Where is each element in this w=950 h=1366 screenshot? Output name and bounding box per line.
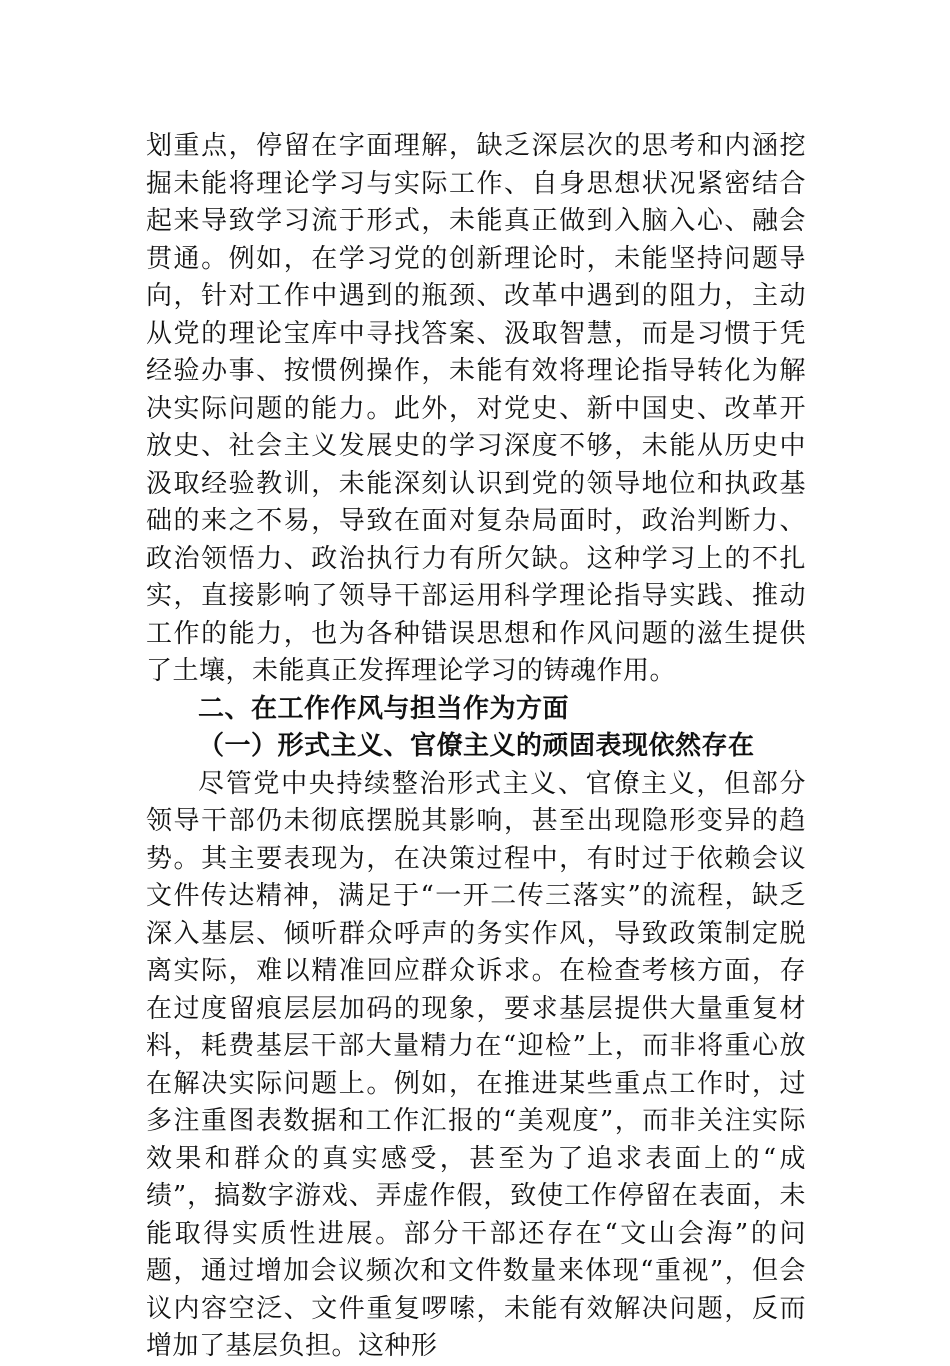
section-heading: 二、在工作作风与担当作为方面 bbox=[198, 693, 570, 724]
document-page bbox=[146, 128, 806, 1366]
body-paragraph: 尽管党中央持续整治形式主义、官僚主义，但部分领导干部仍未彻底摆脱其影响，甚至出现隐形变异的趋势。其主要表现为，在决策过程中，有时过于依赖会议文件传达精神，满足于“一开二传三落实”的流程，缺乏深入基层、倾听群众呼声的务实作风，导致政策制定脱离实际，难以精准回应群众诉求。在检查考核方面，存在过度留痕层层加码的现象，要求基层提供大量重复材料，耗费基层干部大量精力在“迎检”上，而非将重心放在解决实际问题上。例如，在推进某些重点工作时，过多注重图表数据和工作汇报的“美观度”，而非关注实际效果和群众的真实感受，甚至为了追求表面上的“成绩”，搞数字游戏、弄虚作假，致使工作停留在表面，未能取得实质性进展。部分干部还存在“文山会海”的问题，通过增加会议频次和文件数量来体现“重视”，但会议内容空泛、文件重复啰嗦，未能有效解决问题，反而增加了基层负担。这种形 bbox=[146, 768, 806, 1361]
subsection-heading: （一）形式主义、官僚主义的顽固表现依然存在 bbox=[198, 731, 755, 761]
body-paragraph-continued: 划重点，停留在字面理解，缺乏深层次的思考和内涵挖掘未能将理论学习与实际工作、自身思想状况紧密结合起来导致学习流于形式，未能真正做到入脑入心、融会贯通。例如，在学习党的创新理论时，未能坚持问题导向，针对工作中遇到的瓶颈、改革中遇到的阻力，主动从党的理论宝库中寻找答案、汲取智慧，而是习惯于凭经验办事、按惯例操作，未能有效将理论指导转化为解决实际问题的能力。此外，对党史、新中国史、改革开放史、社会主义发展史的学习深度不够，未能从历史中汲取经验教训，未能深刻认识到党的领导地位和执政基础的来之不易，导致在面对复杂局面时，政治判断力、政治领悟力、政治执行力有所欠缺。这种学习上的不扎实，直接影响了领导干部运用科学理论指导实践、推动工作的能力，也为各种错误思想和作风问题的滋生提供了土壤，未能真正发挥理论学习的铸魂作用。 bbox=[146, 131, 806, 686]
